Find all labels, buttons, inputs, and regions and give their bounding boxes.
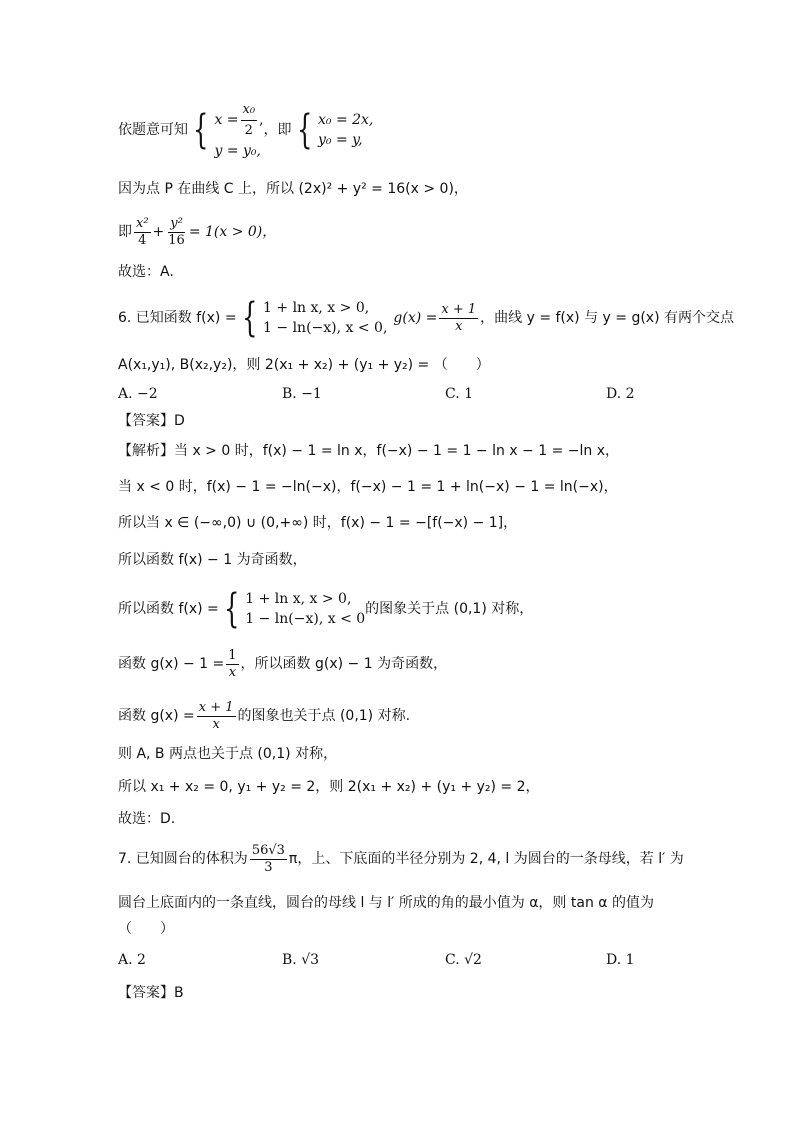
solution-line-10: 故选：D.	[118, 811, 176, 827]
cases-block: 1 + ln x, x > 0, 1 − ln(−x), x < 0,	[263, 300, 388, 336]
option-c: C. 1	[445, 386, 474, 402]
solution-line-3: 所以当 x ∈ (−∞,0) ∪ (0,+∞) 时，f(x) − 1 = −[f(−x) − 1]，	[118, 515, 518, 531]
solution-line-8: 则 A, B 两点也关于点 (0,1) 对称，	[118, 746, 338, 762]
fraction: $\frac{\text{y²}}{16}$	[168, 215, 185, 248]
question-6-stem: 6. 已知函数 f(x) = { 1 + ln x, x > 0, 1 − ln(−x), x < 0, g(x) = $\frac{x + 1}{x}$ ，曲线 y = f(x) 与 y = g(x) 有两个交点	[118, 295, 735, 341]
fraction: $\frac{\text{x₀}}{2}$	[242, 101, 256, 138]
option-a: A. 2	[118, 952, 146, 968]
option-b: B. √3	[282, 952, 320, 968]
cases-block: x = $\frac{\text{x₀}}{2}$ , y = y₀,	[214, 101, 264, 159]
cases-block: 1 + ln x, x > 0, 1 − ln(−x), x < 0	[245, 591, 366, 627]
option-d: D. 1	[606, 952, 635, 968]
cases-block: x₀ = 2x, y₀ = y,	[317, 112, 374, 148]
question-7-stem-line3: （ ）	[118, 921, 174, 937]
left-brace: {	[193, 107, 209, 153]
answer-label: 【答案】B	[118, 985, 184, 1001]
question-7-stem-line2: 圆台上底面内的一条直线，圆台的母线 l 与 l′ 所成的角的最小值为 α，则 tan α 的值为	[118, 895, 654, 911]
intro-text: 依题意可知	[118, 122, 188, 138]
choose-a-line: 故选：A.	[118, 264, 174, 280]
system-equation-line	[118, 100, 373, 160]
fraction: $\frac{56√3}{3}$	[251, 842, 285, 875]
connector-text: ，即	[263, 122, 292, 138]
solution-line-7: 函数 g(x) = $\frac{x + 1}{x}$ 的图象也关于点 (0,1) 对称.	[118, 699, 411, 732]
solution-line-4: 所以函数 f(x) − 1 为奇函数，	[118, 552, 307, 568]
case-y: y = y₀,	[214, 142, 261, 159]
fraction: $\frac{\text{x²}}{4}$	[136, 215, 149, 248]
curve-condition-line: 因为点 P 在曲线 C 上，所以 (2x)² + y² = 16(x > 0)，	[118, 181, 468, 197]
left-brace: {	[296, 107, 312, 153]
solution-line-5: 所以函数 f(x) = { 1 + ln x, x > 0, 1 − ln(−x), x < 0 的图象关于点 (0,1) 对称，	[118, 586, 534, 632]
option-b: B. −1	[282, 386, 322, 402]
solution-line-6: 函数 g(x) − 1 = $\frac{1}{x}$ ，所以函数 g(x) − 1 为奇函数，	[118, 647, 448, 680]
fraction: $\frac{x + 1}{x}$	[441, 301, 477, 334]
case-x: x =	[214, 112, 239, 128]
fraction: $\frac{x + 1}{x}$	[198, 699, 234, 732]
solution-line-1: 【解析】当 x > 0 时，f(x) − 1 = ln x，f(−x) − 1 = 1 − ln x − 1 = −ln x，	[118, 443, 619, 459]
question-7-stem: 7. 已知圆台的体积为 $\frac{56√3}{3}$ π，上、下底面的半径分别为 2, 4, l 为圆台的一条母线，若 l′ 为	[118, 842, 684, 875]
left-brace: {	[223, 586, 240, 632]
question-6-stem-line2: A(x₁,y₁), B(x₂,y₂)，则 2(x₁ + x₂) + (y₁ + y₂) = （ ）	[118, 357, 490, 373]
answer-label: 【答案】D	[118, 413, 185, 429]
ellipse-equation-line: 即 $\frac{\text{x²}}{4}$ + $\frac{\text{y²}}{16}$ = 1(x > 0)，	[118, 215, 277, 248]
fraction: $\frac{1}{x}$	[228, 647, 237, 680]
left-brace: {	[241, 295, 257, 341]
option-a: A. −2	[118, 386, 158, 402]
option-d: D. 2	[606, 386, 635, 402]
solution-line-2: 当 x < 0 时，f(x) − 1 = −ln(−x)，f(−x) − 1 = 1 + ln(−x) − 1 = ln(−x)，	[118, 479, 618, 495]
solution-line-9: 所以 x₁ + x₂ = 0, y₁ + y₂ = 2，则 2(x₁ + x₂) + (y₁ + y₂) = 2，	[118, 779, 540, 795]
option-c: C. √2	[445, 952, 482, 968]
